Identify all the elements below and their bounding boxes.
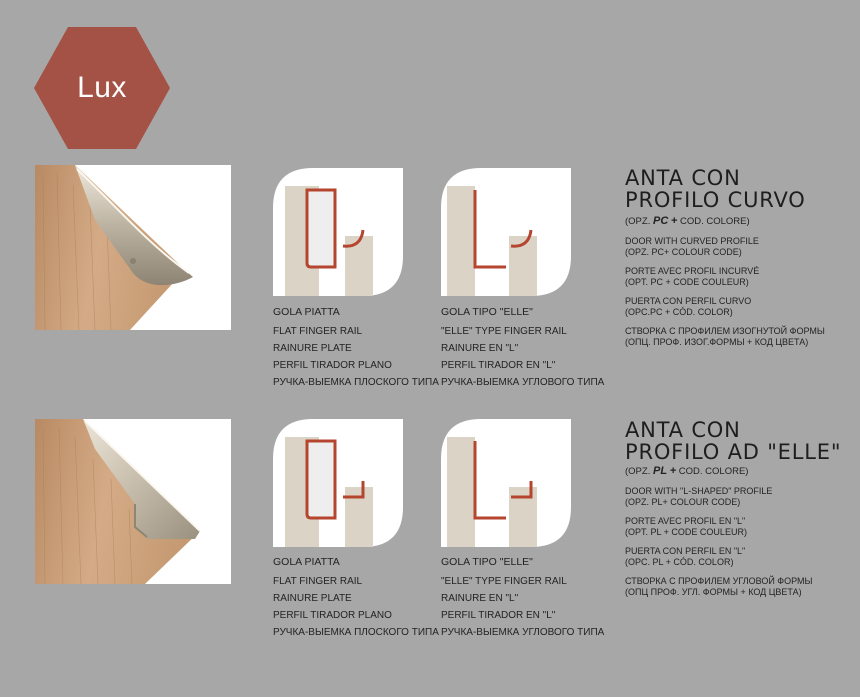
desc-line: DOOR WITH CURVED PROFILE bbox=[625, 236, 759, 246]
option-line: RAINURE PLATE bbox=[273, 343, 352, 354]
title-line: PROFILO CURVO bbox=[625, 188, 806, 212]
desc-line: PORTE AVEC PROFIL EN "L" bbox=[625, 516, 746, 526]
curved-profile-title bbox=[625, 167, 806, 211]
option-title: GOLA TIPO "ELLE" bbox=[441, 556, 533, 568]
desc-line: (OPC. PL + CÓD. COLOR) bbox=[625, 557, 734, 567]
flat-rail-curved-icon bbox=[273, 168, 403, 296]
option-title: GOLA PIATTA bbox=[273, 306, 340, 318]
opt-suffix: COD. COLORE) bbox=[679, 216, 750, 227]
title-line: ANTA CON bbox=[625, 418, 741, 442]
flat-rail-caption-1 bbox=[273, 301, 439, 391]
elle-descriptions bbox=[625, 486, 813, 598]
title-line: ANTA CON bbox=[625, 166, 741, 190]
title-line: PROFILO AD "ELLE" bbox=[625, 440, 842, 464]
desc-line: СТВОРКА С ПРОФИЛЕМ УГЛОВОЙ ФОРМЫ bbox=[625, 576, 813, 586]
opt-code: PL bbox=[652, 465, 668, 477]
desc-line: (OPZ. PL+ COLOUR CODE) bbox=[625, 497, 741, 507]
desc-line: (OPT. PL + CODE COULEUR) bbox=[625, 527, 747, 537]
option-line: RAINURE EN "L" bbox=[441, 343, 519, 354]
flat-rail-elle-icon bbox=[273, 419, 403, 547]
desc-line: СТВОРКА С ПРОФИЛЕМ ИЗОГНУТОЙ ФОРМЫ bbox=[625, 326, 825, 336]
option-line: "ELLE" TYPE FINGER RAIL bbox=[441, 576, 567, 587]
option-line: FLAT FINGER RAIL bbox=[273, 326, 363, 337]
desc-line: PUERTA CON PERFIL CURVO bbox=[625, 296, 752, 306]
option-line: RAINURE PLATE bbox=[273, 593, 352, 604]
curved-option-code bbox=[625, 215, 750, 227]
opt-prefix: (OPZ. bbox=[625, 216, 651, 227]
plus-icon: + bbox=[670, 215, 678, 227]
brand-hexagon bbox=[34, 27, 170, 149]
desc-line: (OPT. PC + CODE COULEUR) bbox=[625, 277, 749, 287]
desc-line: (ОПЦ ПРОФ. УГЛ. ФОРМЫ + КОД ЦВЕТА) bbox=[625, 587, 802, 597]
option-line: РУЧКА-ВЫЕМКА ПЛОСКОГО ТИПА bbox=[273, 377, 439, 388]
desc-line: PORTE AVEC PROFIL INCURVÉ bbox=[625, 266, 760, 276]
elle-profile-title bbox=[625, 419, 841, 463]
desc-line: (ОПЦ. ПРОФ. ИЗОГ.ФОРМЫ + КОД ЦВЕТА) bbox=[625, 337, 809, 347]
desc-line: (OPC.PC + CÓD. COLOR) bbox=[625, 307, 733, 317]
option-title: GOLA PIATTA bbox=[273, 556, 340, 568]
opt-code: PC bbox=[652, 215, 669, 227]
option-line: РУЧКА-ВЫЕМКА ПЛОСКОГО ТИПА bbox=[273, 627, 439, 638]
option-line: FLAT FINGER RAIL bbox=[273, 576, 363, 587]
elle-option-code bbox=[625, 465, 748, 477]
elle-rail-curved-icon bbox=[441, 168, 571, 296]
option-line: PERFIL TIRADOR PLANO bbox=[273, 360, 392, 371]
desc-line: DOOR WITH "L-SHAPED" PROFILE bbox=[625, 486, 773, 496]
brand-label: Lux bbox=[77, 71, 127, 104]
plus-icon: + bbox=[669, 465, 677, 477]
elle-rail-caption-2 bbox=[441, 551, 604, 641]
option-line: RAINURE EN "L" bbox=[441, 593, 519, 604]
elle-rail-elle-icon bbox=[441, 419, 571, 547]
flat-rail-caption-2 bbox=[273, 551, 439, 641]
option-line: РУЧКА-ВЫЕМКА УГЛОВОГО ТИПА bbox=[441, 627, 605, 638]
opt-suffix: COD. COLORE) bbox=[678, 466, 749, 477]
desc-line: PUERTA CON PERFIL EN "L" bbox=[625, 546, 746, 556]
desc-line: (OPZ. PC+ COLOUR CODE) bbox=[625, 247, 742, 257]
option-line: PERFIL TIRADOR PLANO bbox=[273, 610, 392, 621]
option-line: "ELLE" TYPE FINGER RAIL bbox=[441, 326, 567, 337]
curved-profile-photo bbox=[35, 165, 231, 330]
option-line: PERFIL TIRADOR EN "L" bbox=[441, 610, 556, 621]
curved-descriptions bbox=[625, 236, 825, 348]
elle-rail-caption-1 bbox=[441, 301, 604, 391]
option-title: GOLA TIPO "ELLE" bbox=[441, 306, 533, 318]
elle-profile-photo bbox=[35, 419, 231, 584]
option-line: PERFIL TIRADOR EN "L" bbox=[441, 360, 556, 371]
option-line: РУЧКА-ВЫЕМКА УГЛОВОГО ТИПА bbox=[441, 377, 605, 388]
opt-prefix: (OPZ. bbox=[625, 466, 651, 477]
